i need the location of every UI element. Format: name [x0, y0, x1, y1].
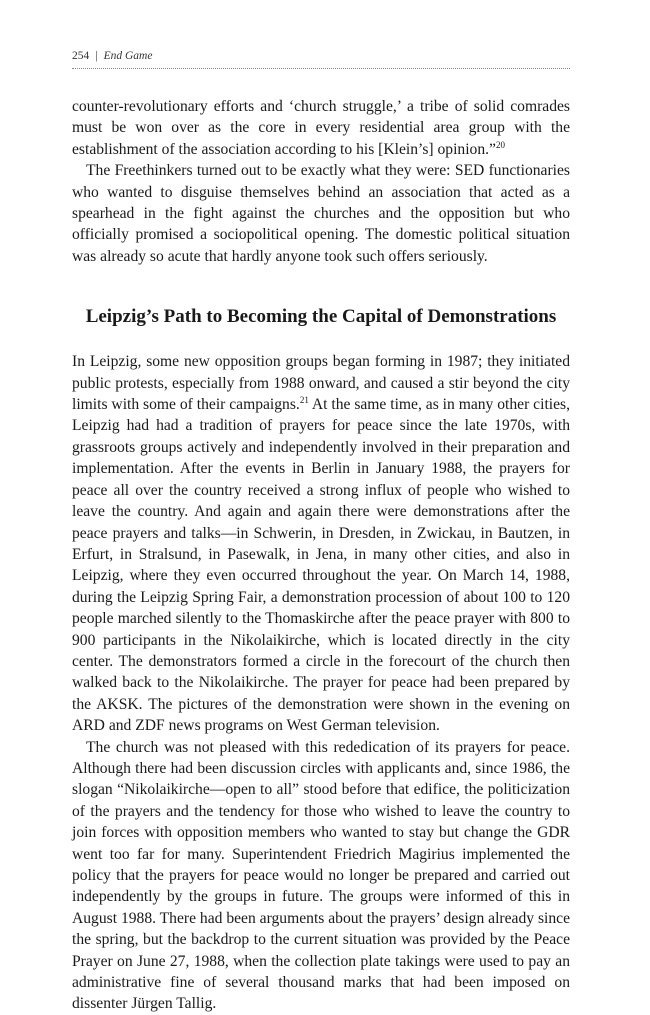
paragraph-continued: [72, 96, 570, 160]
running-head: [72, 49, 570, 63]
paragraph-church: The church was not pleased with this rededication of its prayers for peace. Although there had been discussion circles with applicants and, since 1986, the slogan “Nikolaikirche—open to all” stood before that edifice, the politicization of the prayers and the tendency for those who wished to leave the country to join forces with opposition members who wanted to stay but change the GDR went too far for many. Superintendent Friedrich Magirius implemented the policy that the prayers for peace would no longer be prepared and carried out independently by the groups in future. The groups were informed of this in August 1988. There had been arguments about the prayers’ design already since the spring, but the backdrop to the current situation was provided by the Peace Prayer on June 27, 1988, when the collection plate takings were used to pay an administrative fine of several thousand marks that had been imposed on dissenter Jürgen Tallig.: [72, 738, 570, 1013]
section-heading: Leipzig’s Path to Becoming the Capital of Demonstrations: [85, 306, 557, 328]
paragraph-text: At the same time, as in many other cities, Leipzig had had a tradition of prayers for peace since the late 1970s, with grassroots groups actively and independently involved in their preparation and implementation. After the events in Berlin in January 1988, the prayers for peace all over the country received a strong influx of people who wished to leave the country. And again and again there were demonstrations after the peace prayers and talks—in Schwerin, in Dresden, in Zwickau, in Bautzen, in Erfurt, in Stralsund, in Pasewalk, in Jena, in many other cities, and also in Leipzig, where they even occurred throughout the year. On March 14, 1988, during the Leipzig Spring Fair, a demonstration procession of about 100 to 120 people marched silently to the Thomaskirche after the peace prayer with 800 to 900 participants in the Nikolaikirche, which is located directly in the city center. The demonstrators formed a circle in the forecourt of the church then walked back to the Nikolaikirche. The prayer for peace had been prepared by the AKSK. The pictures of the demonstration were shown in the evening on ARD and ZDF news programs on West German television.: [72, 396, 570, 735]
book-title: End Game: [103, 50, 153, 62]
header-separator: |: [95, 50, 98, 62]
paragraph-leipzig: [72, 351, 570, 736]
paragraph-text: In Leipzig, some new opposition groups began forming in 1987; they initiated public protests, especially from 1988 onward, and caused a stir beyond the city limits with some of their campaigns.: [72, 353, 570, 414]
header-rule: [72, 68, 570, 69]
body-text: [72, 96, 570, 1015]
page-number: 254: [72, 50, 90, 62]
paragraph-freethinkers: The Freethinkers turned out to be exactly what they were: SED functionaries who wanted to disguise themselves behind an association that acted as a spearhead in the fight against the churches and the opposition but who officially promised a sociopolitical opening. The domestic political situation was already so acute that hardly anyone took such offers seriously.: [72, 162, 570, 265]
footnote-ref-20: 20: [495, 139, 505, 150]
paragraph-text: counter-revolutionary efforts and ‘church struggle,’ a tribe of solid comrades must be won over as the core in every residential area group with the establishment of the association according to his [Klein’s] opinion.”: [72, 98, 570, 158]
footnote-ref-21: 21: [299, 395, 309, 406]
